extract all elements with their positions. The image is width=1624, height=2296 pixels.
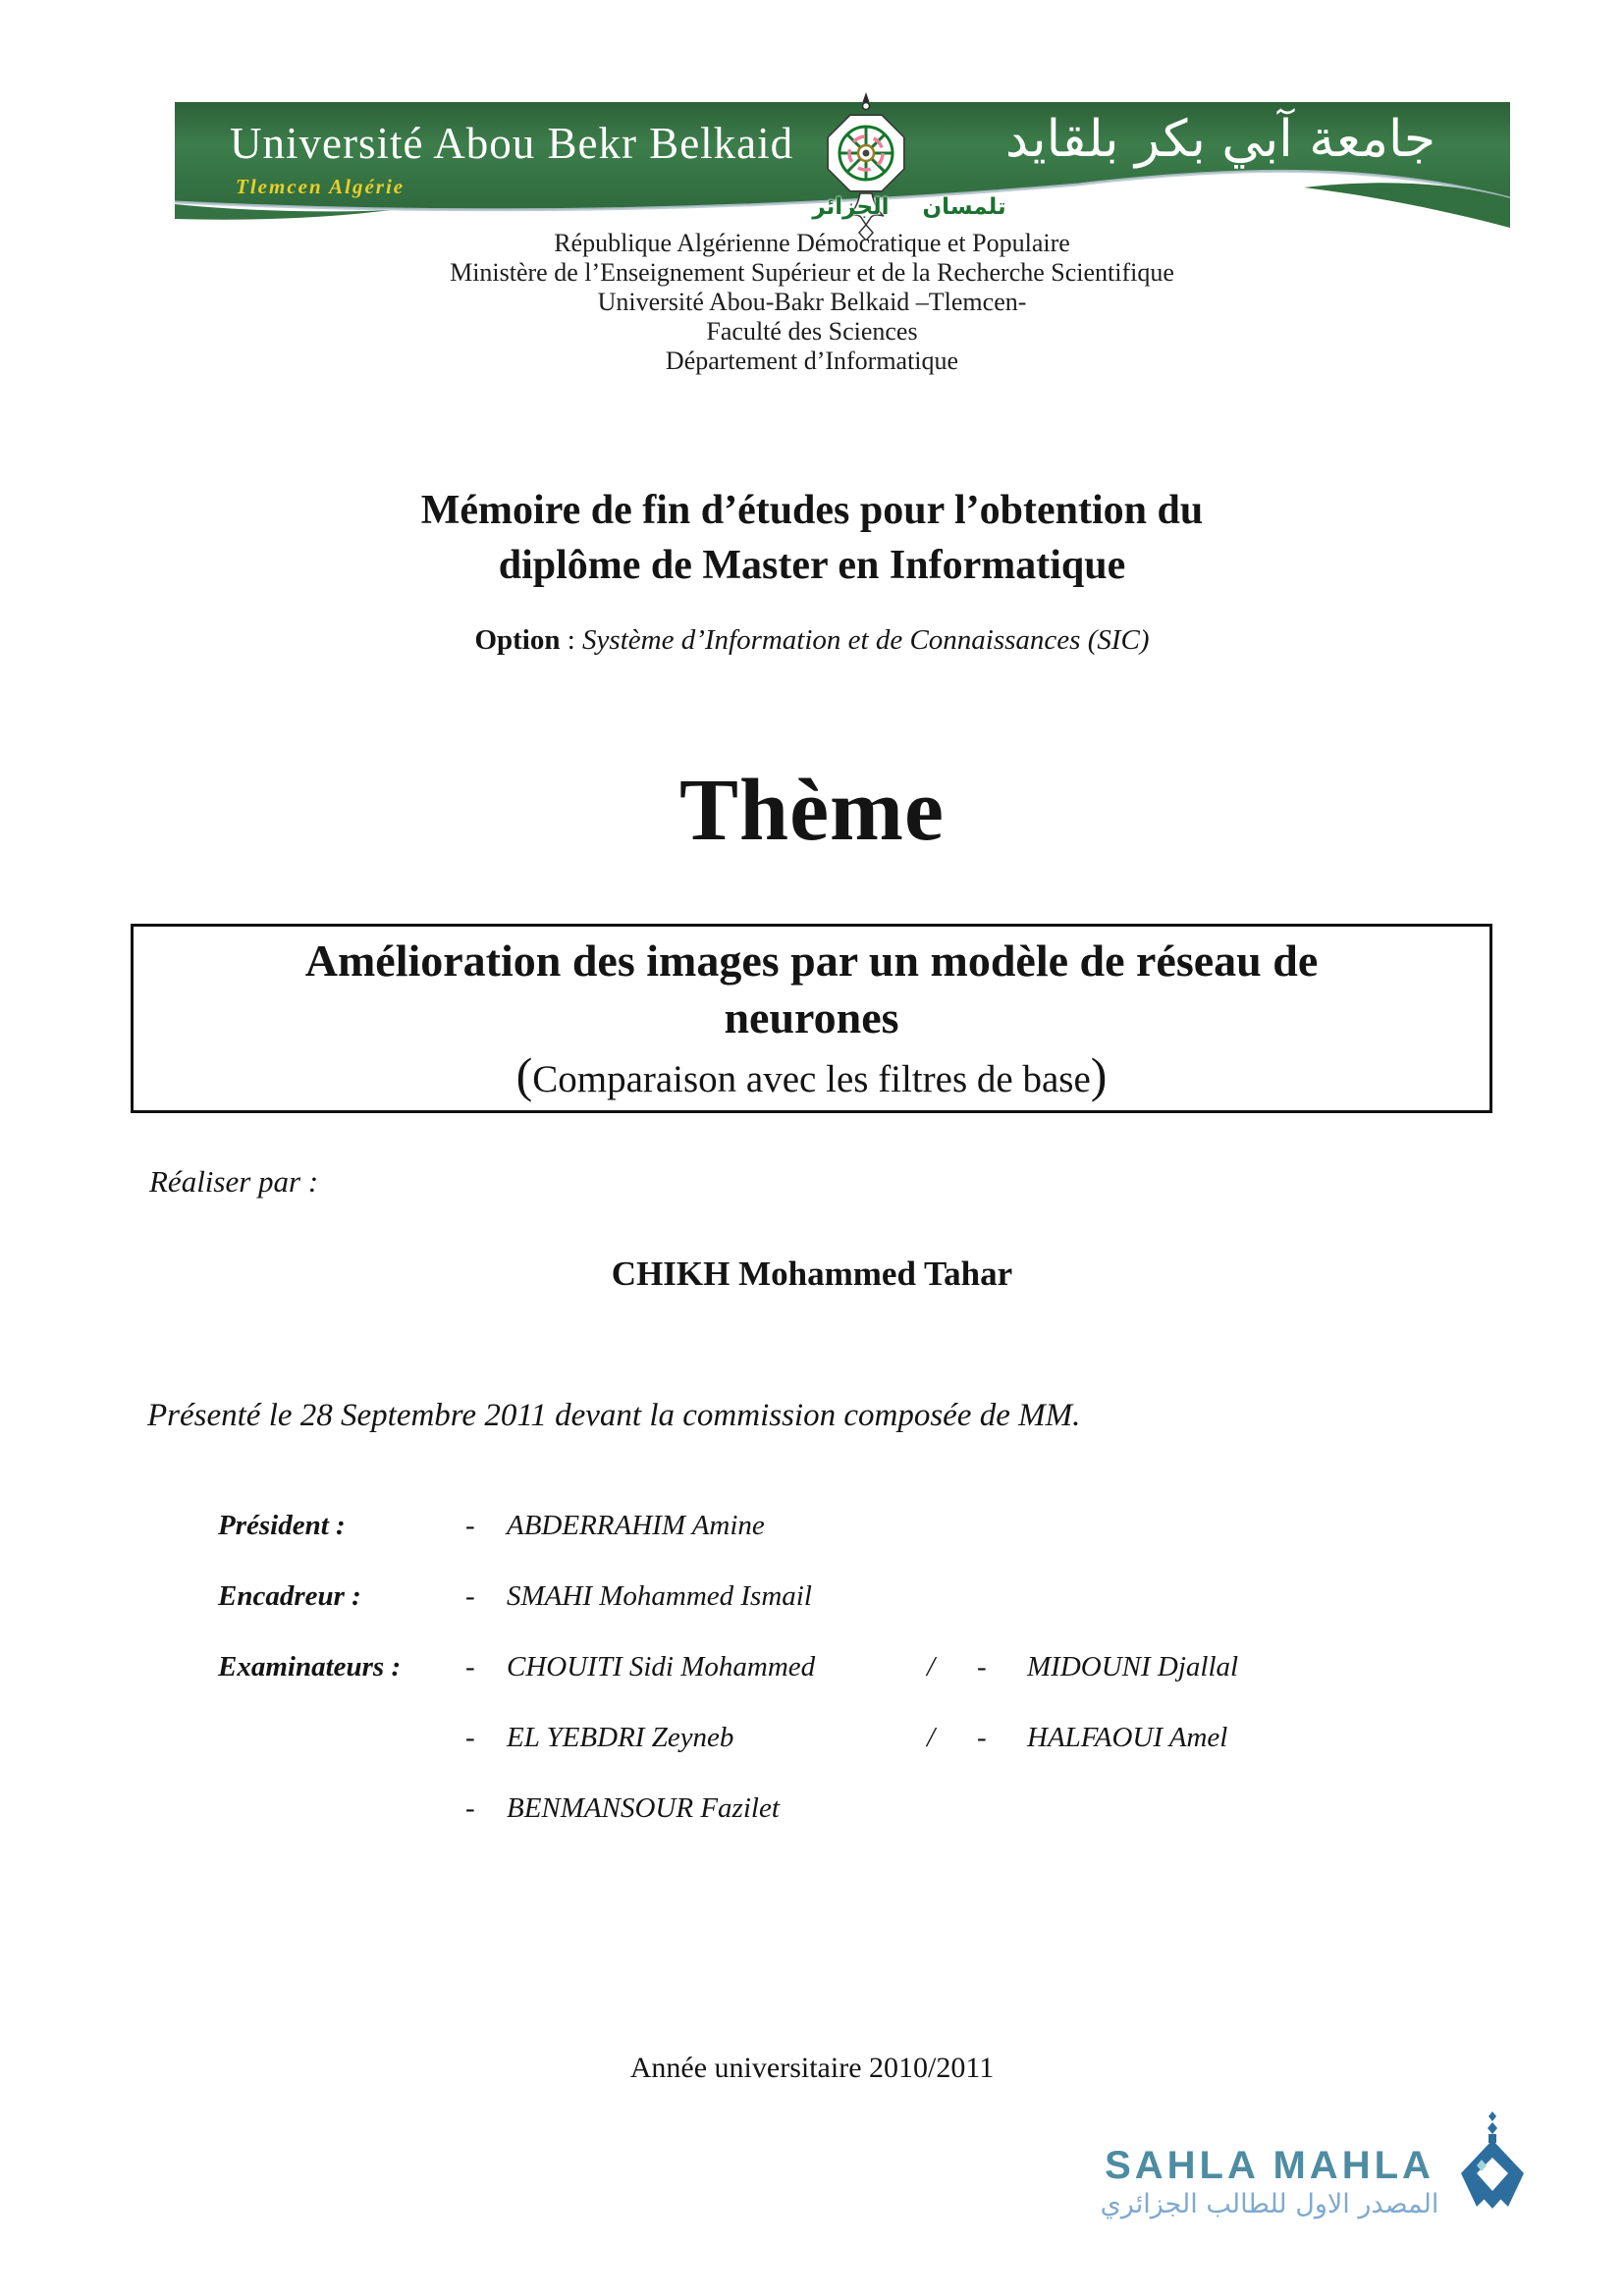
committee-dash: - [465,1580,475,1612]
committee-member-name: MIDOUNI Djallal [1027,1651,1239,1682]
committee-role: Examinateurs : [218,1651,402,1682]
committee-slash: / [927,1651,936,1682]
committee-member-name: HALFAOUI Amel [1027,1722,1228,1753]
emblem-caption-arabic: تلمسان الجزائر [812,194,1006,220]
thesis-title-line2: neurones [724,992,899,1042]
committee-dash: - [465,1651,475,1682]
committee-dash: - [465,1792,475,1824]
committee-slash: / [927,1722,936,1753]
university-name-french: Université Abou Bekr Belkaid [230,119,794,168]
committee-role: Encadreur : [218,1580,361,1612]
committee-member-name: SMAHI Mohammed Ismail [507,1580,812,1612]
committee-member-name: CHOUITI Sidi Mohammed [507,1651,816,1682]
committee-role: Président : [218,1510,346,1541]
thesis-title-box [131,924,1492,1113]
committee-member-name: EL YEBDRI Zeyneb [507,1722,734,1753]
institution-line: Département d’Informatique [665,347,959,375]
sahla-mahla-logo-mark-icon [1457,2110,1528,2223]
sahla-mahla-tagline-arabic: المصدر الاول للطالب الجزائري [1100,2189,1439,2219]
institution-line: Université Abou-Bakr Belkaid –Tlemcen- [597,288,1027,316]
degree-line1: Mémoire de fin d’études pour l’obtention du [420,488,1204,533]
subtitle-open-paren: ( [515,1047,533,1102]
committee-dash: - [977,1651,987,1682]
theme-heading: Thème [679,762,945,859]
institution-block [0,229,1624,376]
degree-line2: diplôme de Master en Informatique [498,543,1126,588]
option-line [0,624,1624,657]
defense-intro: Présenté le 28 Septembre 2011 devant la commission composée de MM. [147,1398,1081,1433]
institution-line: République Algérienne Démocratique et Populaire [554,229,1070,257]
committee-dash: - [977,1722,987,1753]
subtitle-text: Comparaison avec les filtres de base [532,1058,1091,1100]
thesis-title-line1: Amélioration des images par un modèle de réseau de [304,935,1319,986]
subtitle-close-paren: ) [1090,1047,1108,1102]
institution-line: Faculté des Sciences [706,317,918,346]
academic-year: Année universitaire 2010/2011 [629,2052,995,2084]
option-value: Système d’Information et de Connaissances (SIC) [582,624,1150,656]
committee-dash: - [465,1722,475,1753]
degree-heading [0,483,1624,593]
committee-member-name: ABDERRAHIM Amine [507,1510,765,1541]
sahla-mahla-logo-text: SAHLA MAHLA [1105,2144,1435,2187]
university-location: Tlemcen Algérie [236,175,406,198]
committee-member-name: BENMANSOUR Fazilet [507,1792,780,1824]
committee-dash: - [465,1510,475,1541]
author-name: CHIKH Mohammed Tahar [611,1255,1013,1293]
institution-line: Ministère de l’Enseignement Supérieur et de la Recherche Scientifique [450,258,1174,287]
author-label: Réaliser par : [149,1164,319,1199]
option-label: Option [474,624,561,656]
thesis-subtitle [134,1046,1489,1108]
university-name-arabic: جامعة آبي بكر بلقايد [1004,110,1435,169]
option-separator: : [560,624,583,656]
